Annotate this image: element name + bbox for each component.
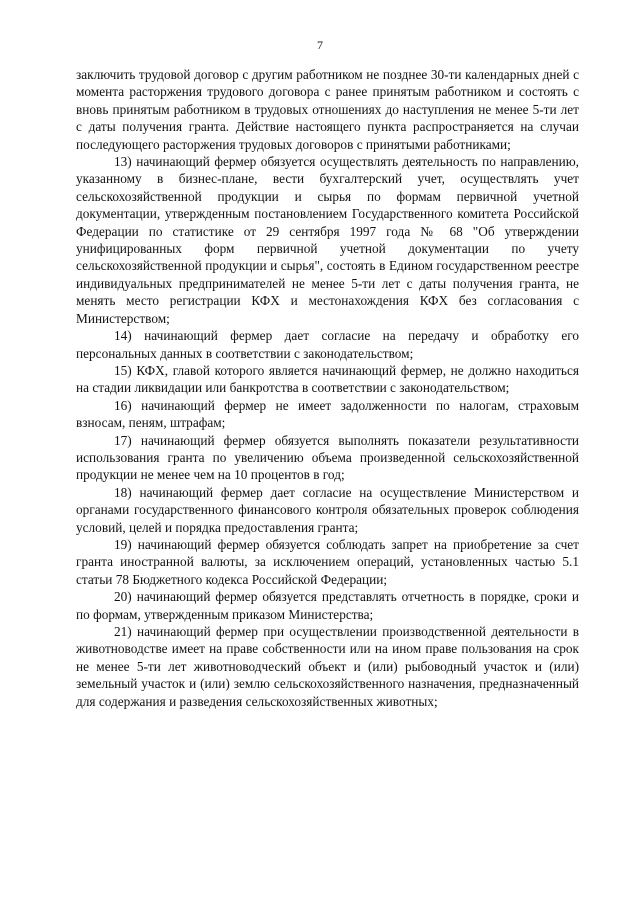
paragraph-item-21: 21) начинающий фермер при осуществлении производственной деятельности в животноводстве имеет на праве собственности или на ином праве пользования на срок не менее 5-ти лет животноводческий объект и (или) рыбоводный участок и (или) земельный участок и (или) землю сельскохозяйственного назначения, предназначенный для содержания и разведения сельскохозяйственных животных; [76, 624, 579, 709]
paragraph-item-19: 19) начинающий фермер обязуется соблюдать запрет на приобретение за счет гранта иностранной валюты, за исключением операций, установленных частью 5.1 статьи 78 Бюджетного кодекса Российской Федерации; [76, 536, 579, 587]
page-number: 7 [317, 38, 323, 52]
paragraph-item-17: 17) начинающий фермер обязуется выполнять показатели результативности использования гранта по увеличению объема произведенной сельскохозяйственной продукции не менее чем на 10 процентов в год; [76, 432, 579, 483]
paragraph-item-20: 20) начинающий фермер обязуется представлять отчетность в порядке, сроки и по формам, утвержденным приказом Министерства; [76, 589, 579, 622]
paragraph-item-15: 15) КФХ, главой которого является начинающий фермер, не должно находиться на стадии ликвидации или банкротства в соответствии с законодательством; [76, 362, 579, 396]
paragraph-continuation: заключить трудовой договор с другим работником не позднее 30-ти календарных дней с момента расторжения трудового договора с ранее принятым работником и состоять с вновь принятым работником в трудовых отношениях до наступления не менее 5-ти лет с даты получения гранта. Действие настоящего пункта распространяется на случаи последующего расторжения трудовых договоров с принятыми работниками; [76, 67, 579, 152]
document-body [76, 66, 579, 710]
paragraph-item-16: 16) начинающий фермер не имеет задолженности по налогам, страховым взносам, пеням, штрафам; [76, 397, 579, 431]
paragraph-item-18: 18) начинающий фермер дает согласие на осуществление Министерством и органами государственного финансового контроля обязательных проверок соблюдения условий, целей и порядка предоставления гранта; [76, 484, 579, 535]
paragraph-item-13: 13) начинающий фермер обязуется осуществлять деятельность по направлению, указанному в бизнес-плане, вести бухгалтерский учет, осуществлять учет сельскохозяйственной продукции и сырья по формам первичной учетной документации, утвержденным постановлением Государственного комитета Российской Федерации по статистике от 29 сентября 1997 года № 68 "Об утверждении унифицированных форм первичной учетной документации по учету сельскохозяйственной продукции и сырья", состоять в Едином государственном реестре индивидуальных предпринимателей не менее 5-ти лет с даты получения гранта, не менять место регистрации КФХ и местонахождения КФХ без согласования с Министерством; [76, 154, 579, 326]
paragraph-item-14: 14) начинающий фермер дает согласие на передачу и обработку его персональных данных в соответствии с законодательством; [76, 328, 579, 361]
